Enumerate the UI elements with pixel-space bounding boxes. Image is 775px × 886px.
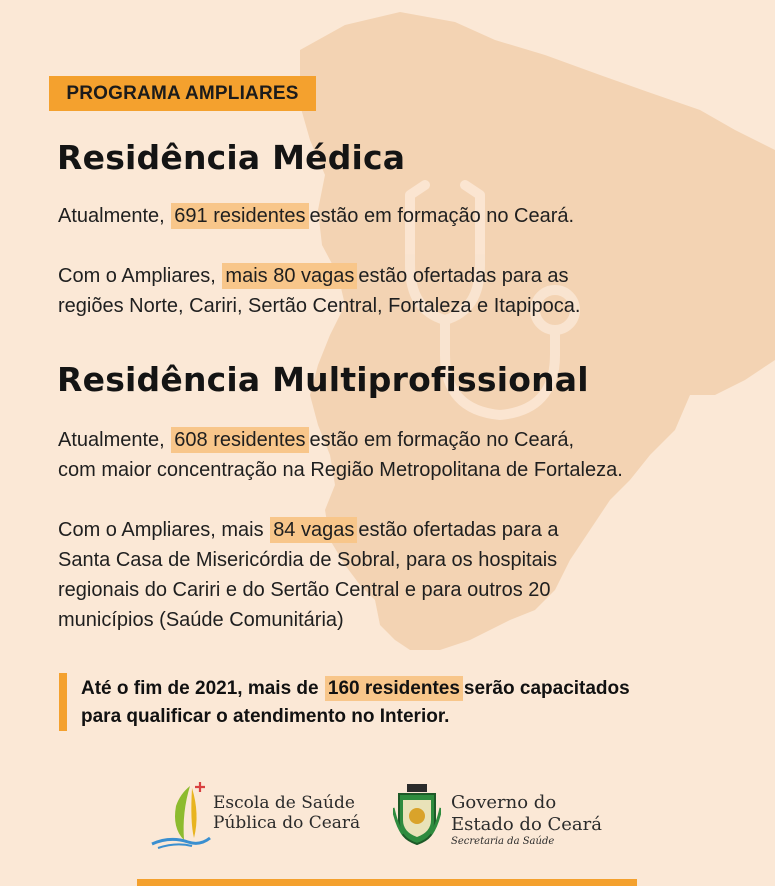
heading-residencia-medica: Residência Médica bbox=[57, 138, 406, 177]
gov-logo-subtitle: Secretaria da Saúde bbox=[451, 836, 555, 847]
heading-residencia-multiprofissional: Residência Multiprofissional bbox=[57, 360, 589, 399]
sail-logo-icon bbox=[150, 778, 212, 850]
program-tag: PROGRAMA AMPLIARES bbox=[49, 76, 316, 111]
highlight-80-vagas: mais 80 vagas bbox=[222, 263, 357, 289]
state-coat-of-arms-icon bbox=[393, 782, 441, 846]
highlight-160: 160 residentes bbox=[325, 676, 463, 701]
highlight-691: 691 residentes bbox=[171, 203, 308, 229]
esp-logo-text: Escola de Saúde Pública do Ceará bbox=[213, 793, 361, 833]
callout-accent-bar bbox=[59, 673, 67, 731]
gov-logo-text: Governo do Estado do Ceará bbox=[451, 792, 602, 835]
callout-text: Até o fim de 2021, mais de 160 residentes serão capacitados para qualificar o atendimento no Interior. bbox=[81, 678, 630, 727]
multi-paragraph-1: Atualmente, 608 residentes estão em formação no Ceará, com maior concentração na Região Metropolitana de Fortaleza. bbox=[58, 429, 623, 481]
multi-paragraph-2: Com o Ampliares, mais 84 vagas estão ofertadas para a Santa Casa de Misericórdia de Sobral, para os hospitais regionais do Cariri e do Sertão Central e para outros 20 municípios (Saúde Comunitária) bbox=[58, 519, 559, 631]
medica-paragraph-1: Atualmente, 691 residentes estão em formação no Ceará. bbox=[58, 205, 575, 227]
medica-paragraph-2: Com o Ampliares, mais 80 vagas estão ofertadas para as regiões Norte, Cariri, Sertão Central, Fortaleza e Itapipoca. bbox=[58, 265, 581, 317]
bottom-accent-bar bbox=[137, 879, 637, 886]
highlight-84-vagas: 84 vagas bbox=[270, 517, 357, 543]
logo-escola-saude-publica bbox=[150, 778, 370, 850]
logo-governo-ceara bbox=[393, 782, 643, 846]
highlight-608: 608 residentes bbox=[171, 427, 308, 453]
